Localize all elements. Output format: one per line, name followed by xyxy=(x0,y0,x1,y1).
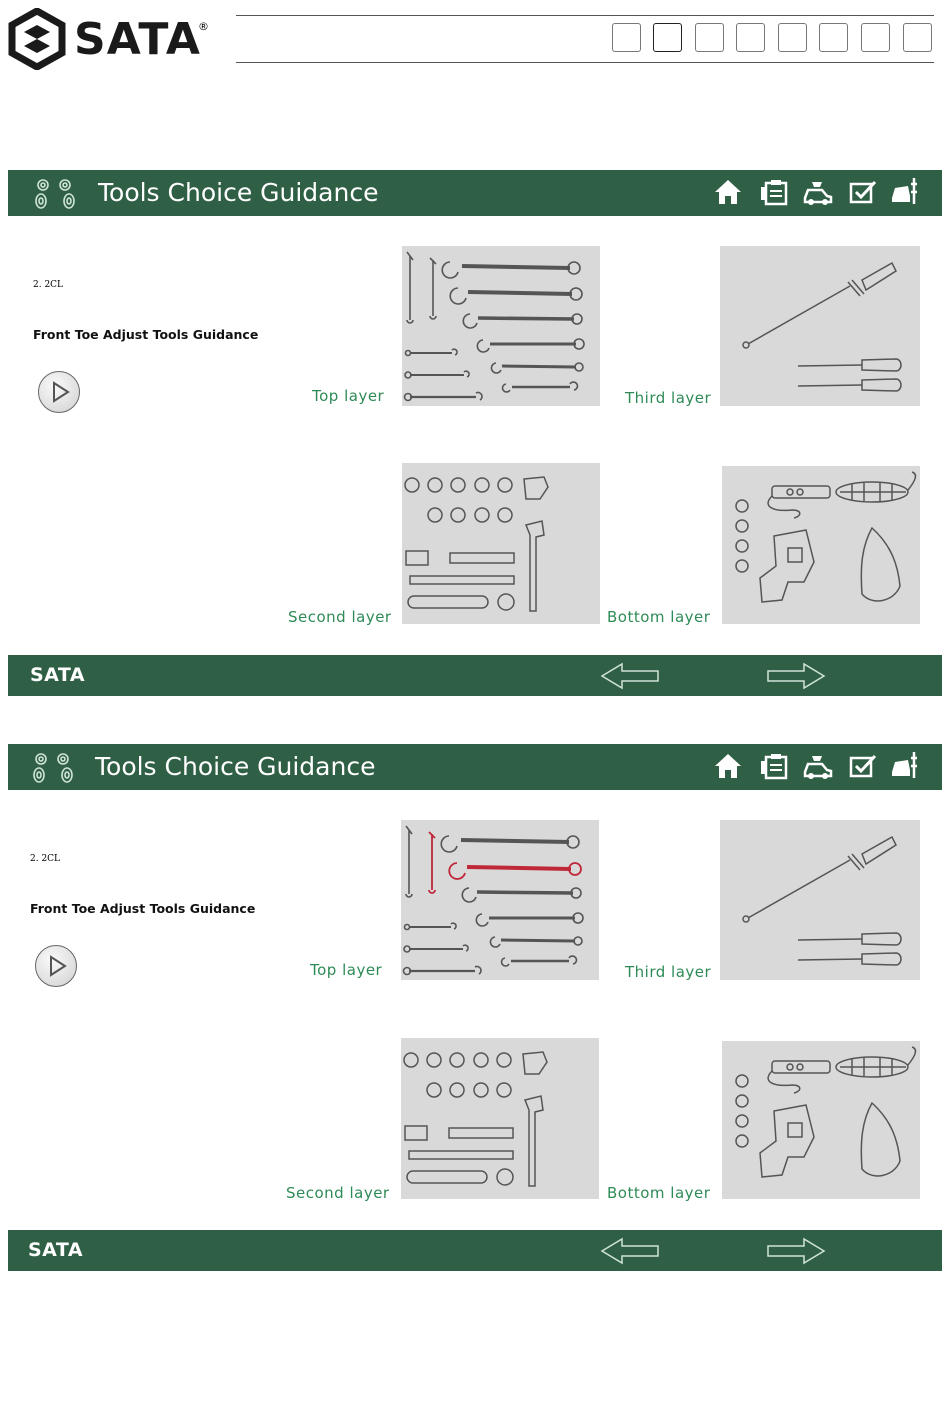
second-layer-panel[interactable] xyxy=(402,463,600,624)
top-layer-label: Top layer xyxy=(310,961,383,979)
screen-2 xyxy=(0,744,950,1272)
screen-header xyxy=(8,744,942,790)
footer-logo: SATA xyxy=(30,664,86,686)
arrow-left-icon[interactable] xyxy=(600,662,662,690)
sata-logo xyxy=(8,8,208,72)
page-box[interactable] xyxy=(695,23,724,52)
car-tools-icon[interactable] xyxy=(890,750,922,780)
checkbox-icon[interactable] xyxy=(848,178,878,206)
home-icon[interactable] xyxy=(713,752,743,780)
bottom-layer-label: Bottom layer xyxy=(607,608,711,626)
wheels-icon xyxy=(32,177,82,211)
guidance-title: Front Toe Adjust Tools Guidance xyxy=(30,901,256,916)
car-tools-icon[interactable] xyxy=(890,176,922,206)
wrench-set-image-highlighted xyxy=(401,820,599,980)
play-icon xyxy=(39,372,79,412)
top-layer-panel[interactable] xyxy=(401,820,599,980)
page-box-active[interactable] xyxy=(653,23,682,52)
third-layer-panel[interactable] xyxy=(720,246,920,406)
top-layer-panel[interactable] xyxy=(402,246,600,406)
screen-header xyxy=(8,170,942,216)
car-service-icon[interactable] xyxy=(802,752,834,780)
header-rule-top xyxy=(236,15,934,16)
sata-hex-icon xyxy=(8,8,66,70)
sockets-ratchet-image xyxy=(402,463,600,624)
second-layer-panel[interactable] xyxy=(401,1038,599,1199)
bottom-layer-label: Bottom layer xyxy=(607,1184,711,1202)
header-title: Tools Choice Guidance xyxy=(95,752,376,781)
screen-1 xyxy=(0,170,950,698)
third-layer-panel[interactable] xyxy=(720,820,920,980)
impact-wrench-lamp-image xyxy=(722,1041,920,1199)
torque-wrench-screwdrivers-image xyxy=(720,820,920,980)
play-button[interactable] xyxy=(38,371,80,413)
second-layer-label: Second layer xyxy=(286,1184,390,1202)
page-box[interactable] xyxy=(736,23,765,52)
brand-name: SATA xyxy=(74,14,201,65)
page-box[interactable] xyxy=(819,23,848,52)
bottom-layer-panel[interactable] xyxy=(722,1041,920,1199)
registered-mark: ® xyxy=(198,20,209,33)
guidance-title: Front Toe Adjust Tools Guidance xyxy=(33,327,259,342)
section-code: 2. 2CL xyxy=(30,854,61,864)
top-layer-label: Top layer xyxy=(312,387,385,405)
page-box[interactable] xyxy=(861,23,890,52)
wrench-set-image xyxy=(402,246,600,406)
page-indicator xyxy=(612,23,936,55)
checkbox-icon[interactable] xyxy=(848,752,878,780)
car-service-icon[interactable] xyxy=(802,178,834,206)
home-icon[interactable] xyxy=(713,178,743,206)
third-layer-label: Third layer xyxy=(625,389,712,407)
arrow-right-icon[interactable] xyxy=(764,662,826,690)
footer-logo: SATA xyxy=(28,1239,84,1261)
arrow-right-icon[interactable] xyxy=(764,1237,826,1265)
wheels-icon xyxy=(30,751,80,785)
arrow-left-icon[interactable] xyxy=(600,1237,662,1265)
section-code: 2. 2CL xyxy=(33,280,64,290)
sockets-ratchet-image xyxy=(401,1038,599,1199)
bottom-layer-panel[interactable] xyxy=(722,466,920,624)
play-icon xyxy=(36,946,76,986)
page-box[interactable] xyxy=(778,23,807,52)
second-layer-label: Second layer xyxy=(288,608,392,626)
clipboard-icon[interactable] xyxy=(760,752,792,780)
page-box[interactable] xyxy=(903,23,932,52)
impact-wrench-lamp-image xyxy=(722,466,920,624)
screen-footer xyxy=(8,655,942,696)
third-layer-label: Third layer xyxy=(625,963,712,981)
torque-wrench-screwdrivers-image xyxy=(720,246,920,406)
play-button[interactable] xyxy=(35,945,77,987)
clipboard-icon[interactable] xyxy=(760,178,792,206)
screen-footer xyxy=(8,1230,942,1271)
header-rule-bottom xyxy=(236,62,934,63)
header-title: Tools Choice Guidance xyxy=(98,178,379,207)
page-box[interactable] xyxy=(612,23,641,52)
